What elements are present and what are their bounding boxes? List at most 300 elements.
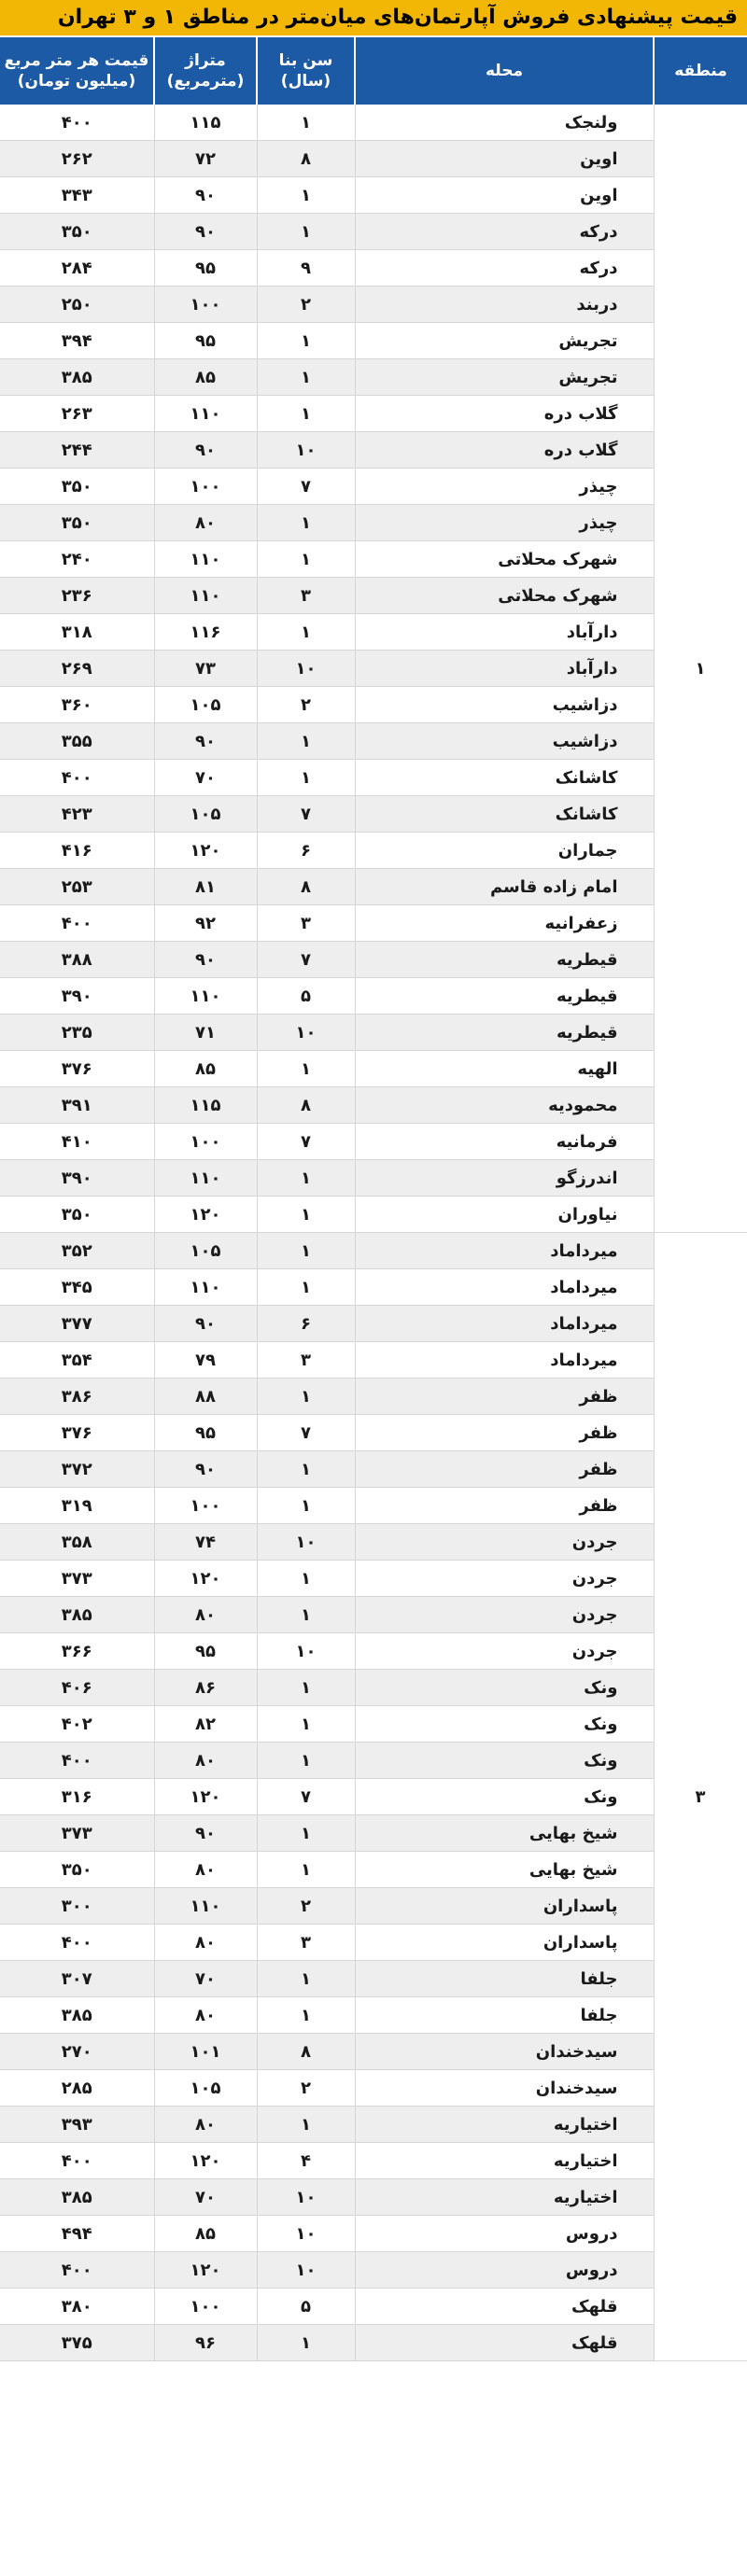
area-cell: ۸۰ [154, 2107, 257, 2143]
neighborhood-cell: سیدخندان [355, 2034, 654, 2070]
price-cell: ۳۷۳ [0, 1815, 154, 1852]
price-cell: ۳۷۵ [0, 2325, 154, 2361]
area-cell: ۱۱۰ [154, 1888, 257, 1925]
area-cell: ۸۶ [154, 1670, 257, 1706]
price-cell: ۳۵۸ [0, 1524, 154, 1561]
area-cell: ۱۰۵ [154, 2070, 257, 2107]
table-row [0, 1051, 747, 1087]
price-cell: ۴۰۶ [0, 1670, 154, 1706]
age-cell: ۱ [257, 359, 355, 396]
table-row [0, 2034, 747, 2070]
age-cell: ۹ [257, 250, 355, 287]
table-row [0, 1743, 747, 1779]
table-row [0, 1415, 747, 1451]
area-cell: ۸۱ [154, 869, 257, 905]
neighborhood-cell: ظفر [355, 1415, 654, 1451]
neighborhood-cell: زعفرانیه [355, 905, 654, 942]
area-cell: ۱۰۵ [154, 1233, 257, 1269]
table-row [0, 250, 747, 287]
age-cell: ۱۰ [257, 432, 355, 469]
neighborhood-cell: کاشانک [355, 796, 654, 833]
neighborhood-cell: شیخ بهایی [355, 1852, 654, 1888]
table-row [0, 1342, 747, 1379]
neighborhood-cell: ظفر [355, 1379, 654, 1415]
age-cell: ۱۰ [257, 1015, 355, 1051]
price-cell: ۴۰۰ [0, 760, 154, 796]
price-cell: ۳۹۳ [0, 2107, 154, 2143]
area-cell: ۱۲۰ [154, 2143, 257, 2179]
area-cell: ۱۱۵ [154, 1087, 257, 1124]
neighborhood-cell: درکه [355, 214, 654, 250]
price-cell: ۳۹۱ [0, 1087, 154, 1124]
age-cell: ۱۰ [257, 1633, 355, 1670]
age-cell: ۱۰ [257, 2179, 355, 2216]
price-cell: ۳۵۰ [0, 505, 154, 541]
area-cell: ۹۰ [154, 432, 257, 469]
price-table [0, 37, 747, 2361]
price-cell: ۴۹۴ [0, 2216, 154, 2252]
neighborhood-cell: تجریش [355, 359, 654, 396]
area-cell: ۷۹ [154, 1342, 257, 1379]
neighborhood-cell: جماران [355, 833, 654, 869]
price-cell: ۲۵۳ [0, 869, 154, 905]
age-cell: ۱ [257, 1961, 355, 1997]
table-row [0, 2179, 747, 2216]
table-row [0, 1015, 747, 1051]
neighborhood-cell: درکه [355, 250, 654, 287]
price-cell: ۳۷۶ [0, 1415, 154, 1451]
price-cell: ۳۰۷ [0, 1961, 154, 1997]
age-cell: ۷ [257, 469, 355, 505]
price-cell: ۳۱۶ [0, 1779, 154, 1815]
area-cell: ۱۰۵ [154, 687, 257, 723]
age-cell: ۱ [257, 323, 355, 359]
age-cell: ۱۰ [257, 2216, 355, 2252]
area-cell: ۱۱۰ [154, 1269, 257, 1306]
price-cell: ۳۸۵ [0, 1997, 154, 2034]
table-row [0, 359, 747, 396]
table-row [0, 1925, 747, 1961]
area-cell: ۹۵ [154, 250, 257, 287]
age-cell: ۳ [257, 905, 355, 942]
area-cell: ۹۰ [154, 1451, 257, 1488]
age-cell: ۱ [257, 1451, 355, 1488]
price-cell: ۳۶۰ [0, 687, 154, 723]
age-cell: ۱ [257, 541, 355, 578]
price-cell: ۳۴۳ [0, 177, 154, 214]
neighborhood-cell: امام زاده قاسم [355, 869, 654, 905]
area-cell: ۹۰ [154, 177, 257, 214]
area-cell: ۱۱۰ [154, 578, 257, 614]
neighborhood-cell: ظفر [355, 1451, 654, 1488]
area-cell: ۸۵ [154, 359, 257, 396]
header-age [257, 37, 355, 105]
area-cell: ۱۱۰ [154, 1160, 257, 1197]
area-cell: ۱۰۰ [154, 2289, 257, 2325]
header-area-line1: متراژ [185, 51, 226, 70]
age-cell: ۱ [257, 1233, 355, 1269]
price-cell: ۳۷۳ [0, 1561, 154, 1597]
age-cell: ۷ [257, 1779, 355, 1815]
price-cell: ۲۸۴ [0, 250, 154, 287]
price-cell: ۳۸۵ [0, 359, 154, 396]
area-cell: ۹۰ [154, 723, 257, 760]
neighborhood-cell: جردن [355, 1561, 654, 1597]
age-cell: ۱ [257, 1706, 355, 1743]
price-cell: ۲۳۶ [0, 578, 154, 614]
age-cell: ۲ [257, 687, 355, 723]
price-cell: ۳۵۰ [0, 469, 154, 505]
region-cell: ۱ [654, 105, 747, 1233]
neighborhood-cell: جلفا [355, 1961, 654, 1997]
table-row [0, 723, 747, 760]
price-cell: ۳۵۰ [0, 1852, 154, 1888]
age-cell: ۲ [257, 1888, 355, 1925]
price-cell: ۲۴۰ [0, 541, 154, 578]
table-row [0, 2216, 747, 2252]
price-cell: ۲۶۳ [0, 396, 154, 432]
neighborhood-cell: دربند [355, 287, 654, 323]
area-cell: ۷۴ [154, 1524, 257, 1561]
neighborhood-cell: قلهک [355, 2325, 654, 2361]
age-cell: ۱ [257, 1852, 355, 1888]
price-cell: ۳۵۰ [0, 214, 154, 250]
price-cell: ۲۸۵ [0, 2070, 154, 2107]
header-area [154, 37, 257, 105]
header-region: منطقه [654, 37, 747, 105]
neighborhood-cell: اندرزگو [355, 1160, 654, 1197]
neighborhood-cell: کاشانک [355, 760, 654, 796]
table-row [0, 432, 747, 469]
age-cell: ۱ [257, 760, 355, 796]
area-cell: ۸۰ [154, 505, 257, 541]
age-cell: ۳ [257, 1342, 355, 1379]
table-row [0, 1997, 747, 2034]
age-cell: ۱ [257, 1488, 355, 1524]
table-row [0, 2325, 747, 2361]
age-cell: ۶ [257, 833, 355, 869]
neighborhood-cell: محمودیه [355, 1087, 654, 1124]
table-row [0, 578, 747, 614]
table-row [0, 1306, 747, 1342]
table-row [0, 1124, 747, 1160]
area-cell: ۹۲ [154, 905, 257, 942]
neighborhood-cell: ظفر [355, 1488, 654, 1524]
area-cell: ۱۱۶ [154, 614, 257, 651]
table-row [0, 105, 747, 141]
price-cell: ۲۶۹ [0, 651, 154, 687]
neighborhood-cell: میرداماد [355, 1342, 654, 1379]
age-cell: ۱ [257, 1997, 355, 2034]
area-cell: ۱۱۵ [154, 105, 257, 141]
age-cell: ۵ [257, 978, 355, 1015]
neighborhood-cell: فرمانیه [355, 1124, 654, 1160]
area-cell: ۹۵ [154, 1415, 257, 1451]
area-cell: ۱۰۰ [154, 287, 257, 323]
neighborhood-cell: ونک [355, 1706, 654, 1743]
neighborhood-cell: دارآباد [355, 651, 654, 687]
table-row [0, 614, 747, 651]
price-cell: ۴۲۳ [0, 796, 154, 833]
neighborhood-cell: سیدخندان [355, 2070, 654, 2107]
age-cell: ۱ [257, 1815, 355, 1852]
neighborhood-cell: دروس [355, 2252, 654, 2289]
price-cell: ۳۴۵ [0, 1269, 154, 1306]
header-row [0, 37, 747, 105]
area-cell: ۸۵ [154, 1051, 257, 1087]
area-cell: ۷۳ [154, 651, 257, 687]
age-cell: ۱ [257, 1160, 355, 1197]
table-row [0, 760, 747, 796]
area-cell: ۷۲ [154, 141, 257, 177]
area-cell: ۱۱۰ [154, 978, 257, 1015]
age-cell: ۱ [257, 505, 355, 541]
table-row [0, 2289, 747, 2325]
neighborhood-cell: دروس [355, 2216, 654, 2252]
price-cell: ۲۵۰ [0, 287, 154, 323]
header-age-line2: (سال) [280, 72, 331, 91]
area-cell: ۱۲۰ [154, 1779, 257, 1815]
neighborhood-cell: میرداماد [355, 1269, 654, 1306]
age-cell: ۱ [257, 1743, 355, 1779]
neighborhood-cell: شهرک محلاتی [355, 541, 654, 578]
area-cell: ۸۰ [154, 1597, 257, 1633]
age-cell: ۴ [257, 2143, 355, 2179]
area-cell: ۸۲ [154, 1706, 257, 1743]
age-cell: ۱ [257, 1051, 355, 1087]
neighborhood-cell: میرداماد [355, 1233, 654, 1269]
price-cell: ۳۸۶ [0, 1379, 154, 1415]
area-cell: ۱۲۰ [154, 2252, 257, 2289]
price-cell: ۴۰۰ [0, 905, 154, 942]
age-cell: ۱ [257, 1670, 355, 1706]
table-row [0, 1961, 747, 1997]
price-cell: ۴۰۰ [0, 2143, 154, 2179]
neighborhood-cell: اوین [355, 141, 654, 177]
table-body [0, 105, 747, 2361]
table-row [0, 323, 747, 359]
area-cell: ۸۸ [154, 1379, 257, 1415]
neighborhood-cell: اختیاریه [355, 2143, 654, 2179]
table-row [0, 1197, 747, 1233]
age-cell: ۱ [257, 105, 355, 141]
age-cell: ۱۰ [257, 2252, 355, 2289]
price-cell: ۳۷۲ [0, 1451, 154, 1488]
price-cell: ۴۰۰ [0, 105, 154, 141]
neighborhood-cell: پاسداران [355, 1888, 654, 1925]
price-cell: ۳۵۴ [0, 1342, 154, 1379]
neighborhood-cell: دزاشیب [355, 723, 654, 760]
age-cell: ۱ [257, 1597, 355, 1633]
table-row [0, 1524, 747, 1561]
area-cell: ۱۰۱ [154, 2034, 257, 2070]
price-cell: ۳۱۸ [0, 614, 154, 651]
age-cell: ۱ [257, 2107, 355, 2143]
table-row [0, 978, 747, 1015]
price-cell: ۳۸۵ [0, 2179, 154, 2216]
table-row [0, 287, 747, 323]
table-row [0, 1852, 747, 1888]
table-row [0, 2252, 747, 2289]
price-cell: ۴۰۲ [0, 1706, 154, 1743]
neighborhood-cell: گلاب دره [355, 396, 654, 432]
age-cell: ۲ [257, 287, 355, 323]
neighborhood-cell: شیخ بهایی [355, 1815, 654, 1852]
age-cell: ۱ [257, 1197, 355, 1233]
age-cell: ۳ [257, 578, 355, 614]
table-row [0, 141, 747, 177]
age-cell: ۱ [257, 396, 355, 432]
area-cell: ۷۰ [154, 760, 257, 796]
area-cell: ۱۰۰ [154, 1124, 257, 1160]
price-cell: ۴۱۰ [0, 1124, 154, 1160]
area-cell: ۷۰ [154, 2179, 257, 2216]
area-cell: ۹۵ [154, 323, 257, 359]
neighborhood-cell: جلفا [355, 1997, 654, 2034]
table-row [0, 469, 747, 505]
area-cell: ۹۰ [154, 214, 257, 250]
neighborhood-cell: جردن [355, 1597, 654, 1633]
table-row [0, 1379, 747, 1415]
age-cell: ۷ [257, 1124, 355, 1160]
header-age-line1: سن بنا [278, 51, 333, 70]
price-cell: ۳۹۴ [0, 323, 154, 359]
age-cell: ۱۰ [257, 651, 355, 687]
age-cell: ۱۰ [257, 1524, 355, 1561]
area-cell: ۱۰۵ [154, 796, 257, 833]
table-row [0, 651, 747, 687]
table-row [0, 1561, 747, 1597]
price-cell: ۲۳۵ [0, 1015, 154, 1051]
neighborhood-cell: میرداماد [355, 1306, 654, 1342]
neighborhood-cell: نیاوران [355, 1197, 654, 1233]
neighborhood-cell: ونک [355, 1743, 654, 1779]
age-cell: ۲ [257, 2070, 355, 2107]
price-cell: ۳۹۰ [0, 978, 154, 1015]
age-cell: ۸ [257, 869, 355, 905]
table-row [0, 833, 747, 869]
price-cell: ۳۵۰ [0, 1197, 154, 1233]
age-cell: ۱ [257, 177, 355, 214]
table-row [0, 1597, 747, 1633]
neighborhood-cell: چیذر [355, 469, 654, 505]
region-cell: ۳ [654, 1233, 747, 2361]
age-cell: ۱ [257, 1269, 355, 1306]
table-row [0, 1888, 747, 1925]
area-cell: ۹۰ [154, 942, 257, 978]
table-row [0, 942, 747, 978]
price-cell: ۳۸۸ [0, 942, 154, 978]
table-row [0, 2143, 747, 2179]
area-cell: ۸۵ [154, 2216, 257, 2252]
area-cell: ۱۲۰ [154, 1197, 257, 1233]
neighborhood-cell: اوین [355, 177, 654, 214]
neighborhood-cell: پاسداران [355, 1925, 654, 1961]
table-row [0, 1451, 747, 1488]
area-cell: ۱۰۰ [154, 469, 257, 505]
area-cell: ۱۲۰ [154, 1561, 257, 1597]
table-row [0, 1488, 747, 1524]
neighborhood-cell: ونک [355, 1779, 654, 1815]
age-cell: ۶ [257, 1306, 355, 1342]
price-cell: ۳۸۰ [0, 2289, 154, 2325]
age-cell: ۸ [257, 141, 355, 177]
price-cell: ۳۷۷ [0, 1306, 154, 1342]
price-cell: ۳۵۵ [0, 723, 154, 760]
table-row [0, 541, 747, 578]
price-cell: ۳۱۹ [0, 1488, 154, 1524]
age-cell: ۵ [257, 2289, 355, 2325]
price-cell: ۴۰۰ [0, 1743, 154, 1779]
table-row [0, 1087, 747, 1124]
table-row [0, 1815, 747, 1852]
table-row [0, 687, 747, 723]
age-cell: ۳ [257, 1925, 355, 1961]
area-cell: ۱۰۰ [154, 1488, 257, 1524]
area-cell: ۹۰ [154, 1306, 257, 1342]
table-row [0, 1233, 747, 1269]
neighborhood-cell: جردن [355, 1524, 654, 1561]
neighborhood-cell: تجریش [355, 323, 654, 359]
page-title: قیمت پیشنهادی فروش آپارتمان‌های میان‌متر در مناطق ۱ و ۳ تهران [0, 0, 747, 35]
neighborhood-cell: الهیه [355, 1051, 654, 1087]
area-cell: ۹۵ [154, 1633, 257, 1670]
table-row [0, 1779, 747, 1815]
age-cell: ۷ [257, 942, 355, 978]
table-row [0, 1670, 747, 1706]
neighborhood-cell: دزاشیب [355, 687, 654, 723]
table-row [0, 505, 747, 541]
price-cell: ۳۵۲ [0, 1233, 154, 1269]
area-cell: ۱۲۰ [154, 833, 257, 869]
neighborhood-cell: جردن [355, 1633, 654, 1670]
table-row [0, 796, 747, 833]
neighborhood-cell: قیطریه [355, 942, 654, 978]
area-cell: ۹۶ [154, 2325, 257, 2361]
table-row [0, 1269, 747, 1306]
table-row [0, 2070, 747, 2107]
age-cell: ۷ [257, 1415, 355, 1451]
neighborhood-cell: قلهک [355, 2289, 654, 2325]
area-cell: ۷۰ [154, 1961, 257, 1997]
price-cell: ۳۷۶ [0, 1051, 154, 1087]
area-cell: ۸۰ [154, 1925, 257, 1961]
area-cell: ۷۱ [154, 1015, 257, 1051]
price-cell: ۳۶۶ [0, 1633, 154, 1670]
area-cell: ۸۰ [154, 1852, 257, 1888]
table-row [0, 1633, 747, 1670]
neighborhood-cell: دارآباد [355, 614, 654, 651]
table-row [0, 2107, 747, 2143]
neighborhood-cell: قیطریه [355, 978, 654, 1015]
age-cell: ۱ [257, 214, 355, 250]
age-cell: ۱ [257, 2325, 355, 2361]
price-cell: ۴۰۰ [0, 2252, 154, 2289]
header-area-line2: (مترمربع) [166, 72, 245, 91]
header-price [0, 37, 154, 105]
neighborhood-cell: چیذر [355, 505, 654, 541]
table-row [0, 869, 747, 905]
price-cell: ۴۰۰ [0, 1925, 154, 1961]
price-cell: ۳۸۵ [0, 1597, 154, 1633]
table-row [0, 1160, 747, 1197]
neighborhood-cell: اختیاریه [355, 2179, 654, 2216]
area-cell: ۹۰ [154, 1815, 257, 1852]
neighborhood-cell: ولنجک [355, 105, 654, 141]
table-row [0, 214, 747, 250]
area-cell: ۸۰ [154, 1997, 257, 2034]
neighborhood-cell: شهرک محلاتی [355, 578, 654, 614]
